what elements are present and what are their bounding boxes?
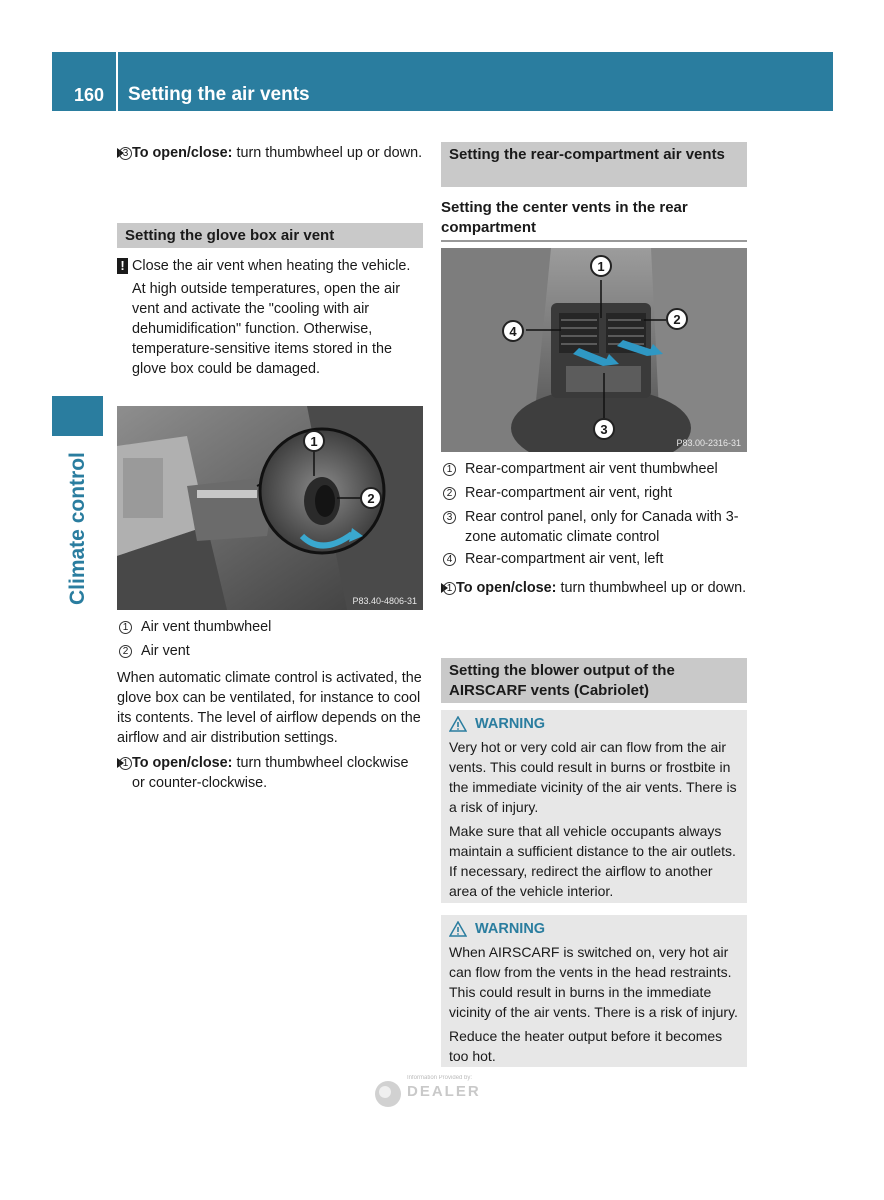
- legend-item: 1 Air vent thumbwheel: [117, 617, 423, 637]
- callout-2: 2: [360, 487, 382, 509]
- page-number: 160: [73, 85, 104, 105]
- warning-header: [449, 714, 739, 734]
- legend-item: 1 Rear-compartment air vent thumbwheel: [441, 459, 747, 479]
- rear-vents-figure: [441, 248, 747, 452]
- notice-block: [117, 256, 423, 379]
- rear-vents-illustration: [441, 248, 747, 452]
- body-paragraph: When automatic climate control is activated, the glove box can be ventilated, for instance to cool its contents. The level of airflow depends on the airflow and air distribution settings.: [117, 670, 422, 746]
- legend-item: 2 Rear-compartment air vent, right: [441, 483, 747, 503]
- legend-item: 2 Air vent: [117, 641, 423, 661]
- notice-paragraph: At high outside temperatures, open the air vent and activate the "cooling with air dehumidification" function. Otherwise, temperature-sensitive items stored in the glove box could be damaged.: [132, 281, 400, 377]
- warning-box-2: [441, 915, 747, 1067]
- warning-paragraph: Make sure that all vehicle occupants always maintain a sufficient distance to the air outlets. If necessary, redirect the airflow to another area of the vehicle interior.: [449, 823, 736, 899]
- warning-paragraph: When AIRSCARF is switched on, very hot air can flow from the vents in the head restraints. This could result in burns in the immediate vicinity of the air vents. There is a risk of injury.: [449, 944, 738, 1020]
- instruction-step: To open/close: turn thumbwheel 3 up or down.: [117, 143, 423, 163]
- callout-number: 3: [119, 147, 132, 160]
- left-legend: [117, 617, 423, 793]
- header-divider: [116, 52, 118, 111]
- footer-watermark: [373, 1073, 513, 1113]
- callout-1: 1: [590, 255, 612, 277]
- left-column: [117, 143, 423, 163]
- dealer-logo-icon: [373, 1079, 403, 1109]
- instruction-step: To open/close: turn thumbwheel 1 clockwise or counter-clockwise.: [117, 753, 423, 793]
- section-heading-blower: Setting the blower output of the AIRSCARF vents (Cabriolet): [441, 658, 747, 703]
- warning-title: WARNING: [475, 921, 546, 937]
- watermark-brand: DEALER: [407, 1083, 481, 1100]
- callout-1: 1: [303, 430, 325, 452]
- warning-title: WARNING: [475, 716, 546, 732]
- instruction-step: To open/close: turn thumbwheel 1 up or down.: [441, 578, 747, 598]
- glove-box-illustration: [117, 406, 423, 610]
- legend-item: 4 Rear-compartment air vent, left: [441, 549, 747, 569]
- figure-code: P83.00-2316-31: [676, 438, 741, 448]
- warning-triangle-icon: [449, 921, 467, 937]
- warning-paragraph: Reduce the heater output before it becomes too hot.: [449, 1028, 723, 1064]
- glove-box-figure: [117, 406, 423, 610]
- page-header: [52, 52, 833, 111]
- right-legend: [441, 459, 747, 598]
- notice-text: Close the air vent when heating the vehicle.: [132, 258, 411, 274]
- warning-triangle-icon: [449, 716, 467, 732]
- warning-header: [449, 919, 739, 939]
- warning-box-1: [441, 710, 747, 903]
- callout-4: 4: [502, 320, 524, 342]
- callout-2: 2: [666, 308, 688, 330]
- subheading-center-vents: Setting the center vents in the rear compartment: [441, 198, 747, 242]
- side-tab-marker: [52, 396, 103, 436]
- callout-3: 3: [593, 418, 615, 440]
- section-heading-glove-box: Setting the glove box air vent: [117, 223, 423, 248]
- legend-item: 3 Rear control panel, only for Canada with 3-zone automatic climate control: [441, 507, 747, 547]
- side-tab-label: Climate control: [66, 452, 89, 605]
- callout-number: 1: [119, 757, 132, 770]
- warning-paragraph: Very hot or very cold air can flow from the air vents. This could result in burns or frostbite in the immediate vicinity of the air vents. There is a risk of injury.: [449, 739, 737, 815]
- watermark-caption: Information Provided by:: [407, 1075, 473, 1081]
- callout-number: 1: [443, 582, 456, 595]
- figure-code: P83.40-4806-31: [352, 596, 417, 606]
- page-title: Setting the air vents: [128, 84, 310, 105]
- notice-icon: !: [117, 258, 128, 274]
- section-heading-rear: Setting the rear-compartment air vents: [441, 142, 747, 187]
